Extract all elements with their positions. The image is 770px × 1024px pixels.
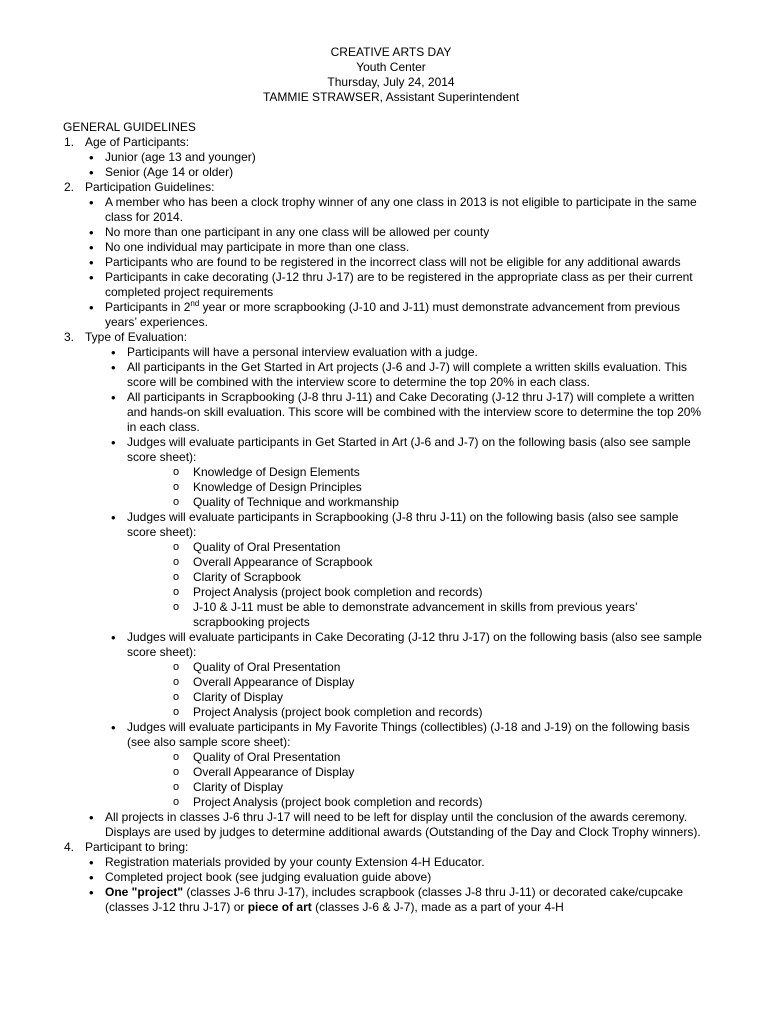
criteria-list: [127, 465, 703, 510]
criteria-item: o Overall Appearance of Display: [173, 765, 703, 780]
section-number: 4.: [64, 840, 75, 854]
criteria-item: o Project Analysis (project book completion and records): [173, 795, 703, 810]
guidelines-list: [63, 135, 703, 915]
superscript: nd: [190, 299, 200, 308]
list-item: [85, 885, 703, 915]
criteria-list: [127, 660, 703, 720]
bullet-list: [63, 810, 703, 840]
bullet-list: [85, 345, 703, 810]
criteria-item: o Quality of Oral Presentation: [173, 660, 703, 675]
section-number: 1.: [64, 135, 75, 149]
list-item: • No one individual may participate in more than one class.: [85, 240, 703, 255]
section-age: [63, 135, 703, 180]
criteria-item: o J-10 & J-11 must be able to demonstrate advancement in skills from previous years’ scrapbooking projects: [173, 600, 703, 630]
list-item: [85, 300, 703, 330]
section-heading: GENERAL GUIDELINES: [63, 120, 196, 134]
section-evaluation: [63, 330, 703, 840]
list-item: • All projects in classes J-6 thru J-17 will need to be left for display until the conclusion of the awards ceremony. Displays are used by judges to determine additional awards (Outstanding of the Day and Clock Trophy winners).: [85, 810, 703, 840]
document-header: [79, 45, 703, 105]
section-title: Participant to bring:: [85, 840, 189, 854]
list-item: • Completed project book (see judging evaluation guide above): [85, 870, 703, 885]
list-item: • All participants in Scrapbooking (J-8 thru J-11) and Cake Decorating (J-12 thru J-17) will complete a written and hands-on skill evaluation. This score will be combined with the interview score to determine the top 20% in each class.: [107, 390, 703, 435]
criteria-item: o Knowledge of Design Principles: [173, 480, 703, 495]
list-item: • Participants in cake decorating (J-12 thru J-17) are to be registered in the appropriate class as per their current completed project requirements: [85, 270, 703, 300]
list-item: • A member who has been a clock trophy winner of any one class in 2013 is not eligible to participate in the same class for 2014.: [85, 195, 703, 225]
criteria-item: o Clarity of Display: [173, 780, 703, 795]
criteria-item: o Quality of Oral Presentation: [173, 540, 703, 555]
section-bring: [63, 840, 703, 915]
criteria-item: o Project Analysis (project book completion and records): [173, 705, 703, 720]
event-date: Thursday, July 24, 2014: [327, 75, 455, 89]
text-run: year or more scrapbooking (J-10 and J-11) must demonstrate advancement from previous years’ experiences.: [105, 300, 680, 329]
bold-text: One "project": [105, 885, 184, 899]
text-run: (classes J-6 & J-7), made as a part of your 4-H: [311, 900, 564, 914]
criteria-item: o Project Analysis (project book completion and records): [173, 585, 703, 600]
section-title: Type of Evaluation:: [85, 330, 188, 344]
list-item: [107, 720, 703, 810]
criteria-intro: Judges will evaluate participants in Scrapbooking (J-8 thru J-11) on the following basis (also see sample score sheet):: [127, 510, 679, 539]
list-item: • All participants in the Get Started in Art projects (J-6 and J-7) will complete a written skills evaluation. This score will be combined with the interview score to determine the top 20% in each class.: [107, 360, 703, 390]
bullet-list: [63, 150, 703, 180]
section-title: Participation Guidelines:: [85, 180, 215, 194]
list-item: • Registration materials provided by your county Extension 4-H Educator.: [85, 855, 703, 870]
criteria-item: o Overall Appearance of Display: [173, 675, 703, 690]
list-item: • Junior (age 13 and younger): [85, 150, 703, 165]
bold-text: piece of art: [247, 900, 312, 914]
criteria-intro: Judges will evaluate participants in Cake Decorating (J-12 thru J-17) on the following basis (also see sample score sheet):: [127, 630, 702, 659]
criteria-intro: Judges will evaluate participants in Get Started in Art (J-6 and J-7) on the following basis (also see sample score sheet):: [127, 435, 691, 464]
section-number: 3.: [64, 330, 75, 344]
section-number: 2.: [64, 180, 75, 194]
criteria-item: o Quality of Oral Presentation: [173, 750, 703, 765]
list-item: [107, 435, 703, 510]
document-page: [63, 45, 703, 915]
criteria-item: o Overall Appearance of Scrapbook: [173, 555, 703, 570]
criteria-item: o Clarity of Display: [173, 690, 703, 705]
list-item: • Senior (Age 14 or older): [85, 165, 703, 180]
list-item: [107, 630, 703, 720]
list-item: • Participants will have a personal interview evaluation with a judge.: [107, 345, 703, 360]
list-item: • Participants who are found to be registered in the incorrect class will not be eligible for any additional awards: [85, 255, 703, 270]
criteria-list: [127, 750, 703, 810]
list-item: [107, 510, 703, 630]
criteria-item: o Clarity of Scrapbook: [173, 570, 703, 585]
section-title: Age of Participants:: [85, 135, 190, 149]
bullet-list: [63, 855, 703, 915]
criteria-list: [127, 540, 703, 630]
criteria-item: o Knowledge of Design Elements: [173, 465, 703, 480]
event-title: CREATIVE ARTS DAY: [330, 45, 452, 59]
event-contact: TAMMIE STRAWSER, Assistant Superintendent: [262, 90, 520, 104]
text-run: Participants in 2: [105, 300, 191, 314]
event-venue: Youth Center: [356, 60, 426, 74]
criteria-item: o Quality of Technique and workmanship: [173, 495, 703, 510]
bullet-list: [63, 195, 703, 330]
criteria-intro: Judges will evaluate participants in My Favorite Things (collectibles) (J-18 and J-19) on the following basis (see also sample score sheet):: [127, 720, 690, 749]
list-item: • No more than one participant in any one class will be allowed per county: [85, 225, 703, 240]
section-participation: [63, 180, 703, 330]
text-run: (classes J-6 thru J-17), includes scrapbook (classes J-8 thru J-11) or decorated cake/cupcake (classes J-12 thru J-17) or: [105, 885, 684, 914]
